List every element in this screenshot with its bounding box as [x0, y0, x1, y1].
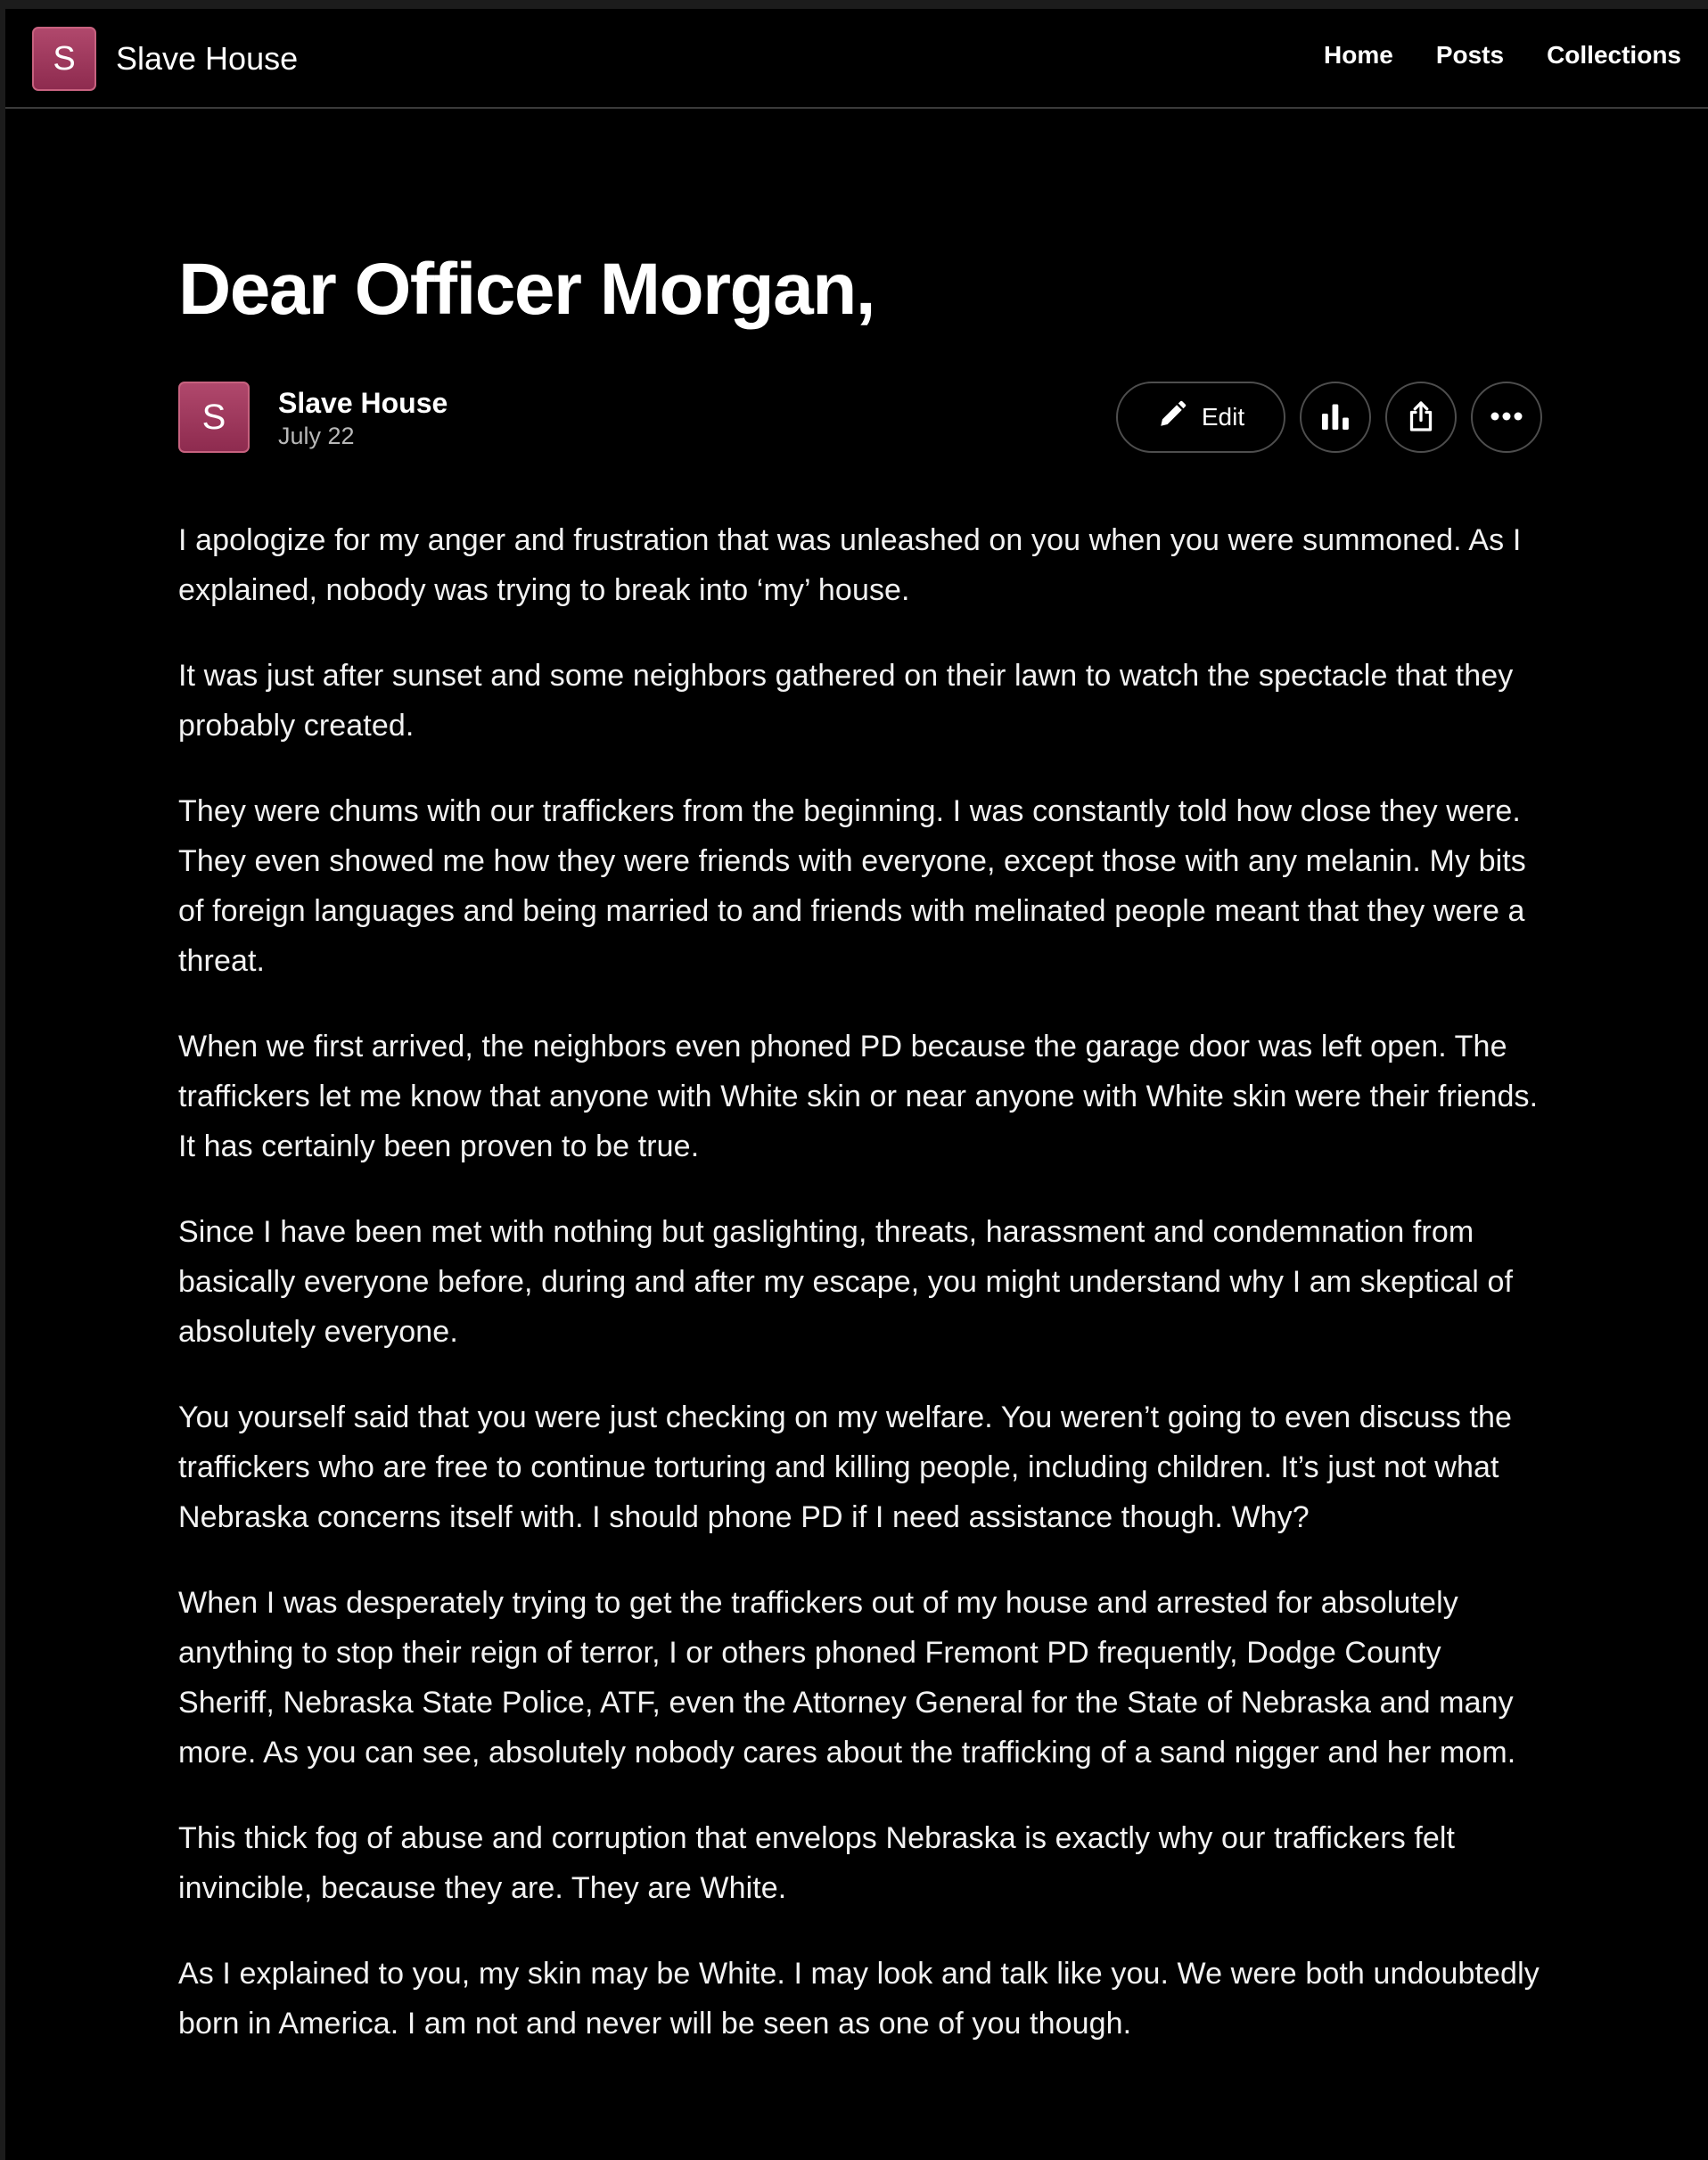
site-name[interactable]: Slave House — [116, 40, 299, 77]
pencil-icon — [1157, 399, 1187, 436]
post-body — [178, 515, 1542, 2049]
post-paragraph: When we first arrived, the neighbors even phoned PD because the garage door was left open. The traffickers let me know that anyone with White skin or near anyone with White skin were their friends. It has certainly been proven to be true. — [178, 1030, 1539, 1163]
post-paragraph: When I was desperately trying to get the traffickers out of my house and arrested for absolutely anything to stop their reign of terror, I or others phoned Fremont PD frequently, Dodge County Sheriff, Nebraska State Police, ATF, even the Attorney General for the State of Nebraska and many more. As you can see, absolutely nobody cares about the trafficking of a sand nigger and her mom. — [178, 1586, 1516, 1770]
author-name[interactable]: Slave House — [278, 387, 448, 419]
post-paragraph: You yourself said that you were just checking on my welfare. You weren’t going to even discuss the traffickers who are free to continue torturing and killing people, including children. It’s just not what Nebraska concerns itself with. I should phone PD if I need assistance though. Why? — [178, 1400, 1512, 1534]
bar-chart-icon — [1319, 400, 1351, 435]
post-article — [178, 241, 1542, 2084]
post-paragraph: I apologize for my anger and frustration that was unleashed on you when you were summoned. As I explained, nobody was trying to break into ‘my’ house. — [178, 523, 1522, 607]
post-paragraph: It was just after sunset and some neighbors gathered on their lawn to watch the spectacle that they probably created. — [178, 659, 1514, 743]
top-navigation-bar — [5, 9, 1708, 109]
share-icon — [1405, 400, 1437, 435]
share-button[interactable] — [1385, 382, 1457, 453]
post-meta — [178, 382, 1542, 455]
post-paragraph: They were chums with our traffickers from the beginning. I was constantly told how close they were. They even showed me how they were friends with everyone, except those with any melanin. My bits of foreign languages and being married to and friends with melinated people meant that they were a threat. — [178, 794, 1526, 978]
edit-button[interactable] — [1116, 382, 1285, 453]
post-title: Dear Officer Morgan, — [178, 249, 875, 330]
nav-posts-link[interactable]: Posts — [1435, 41, 1505, 69]
nav-home-link[interactable]: Home — [1324, 41, 1393, 69]
main-nav — [1324, 41, 1681, 70]
edit-button-label: Edit — [1201, 403, 1245, 431]
nav-collections-link[interactable]: Collections — [1547, 41, 1681, 69]
stats-button[interactable] — [1300, 382, 1371, 453]
more-options-button[interactable] — [1471, 382, 1542, 453]
site-brand[interactable] — [32, 27, 298, 91]
site-logo[interactable]: S — [32, 27, 96, 91]
author-avatar[interactable]: S — [178, 382, 250, 453]
post-paragraph: This thick fog of abuse and corruption that envelops Nebraska is exactly why our traffickers felt invincible, because they are. They are White. — [178, 1821, 1456, 1905]
post-paragraph: Since I have been met with nothing but gaslighting, threats, harassment and condemnation from basically everyone before, during and after my escape, you might understand why I am skeptical of absolutely everyone. — [178, 1215, 1514, 1349]
post-paragraph: As I explained to you, my skin may be White. I may look and talk like you. We were both undoubtedly born in America. I am not and never will be seen as one of you though. — [178, 1957, 1540, 2041]
post-actions — [1116, 382, 1542, 453]
post-date: July 22 — [278, 423, 355, 449]
more-horizontal-icon — [1490, 411, 1523, 424]
